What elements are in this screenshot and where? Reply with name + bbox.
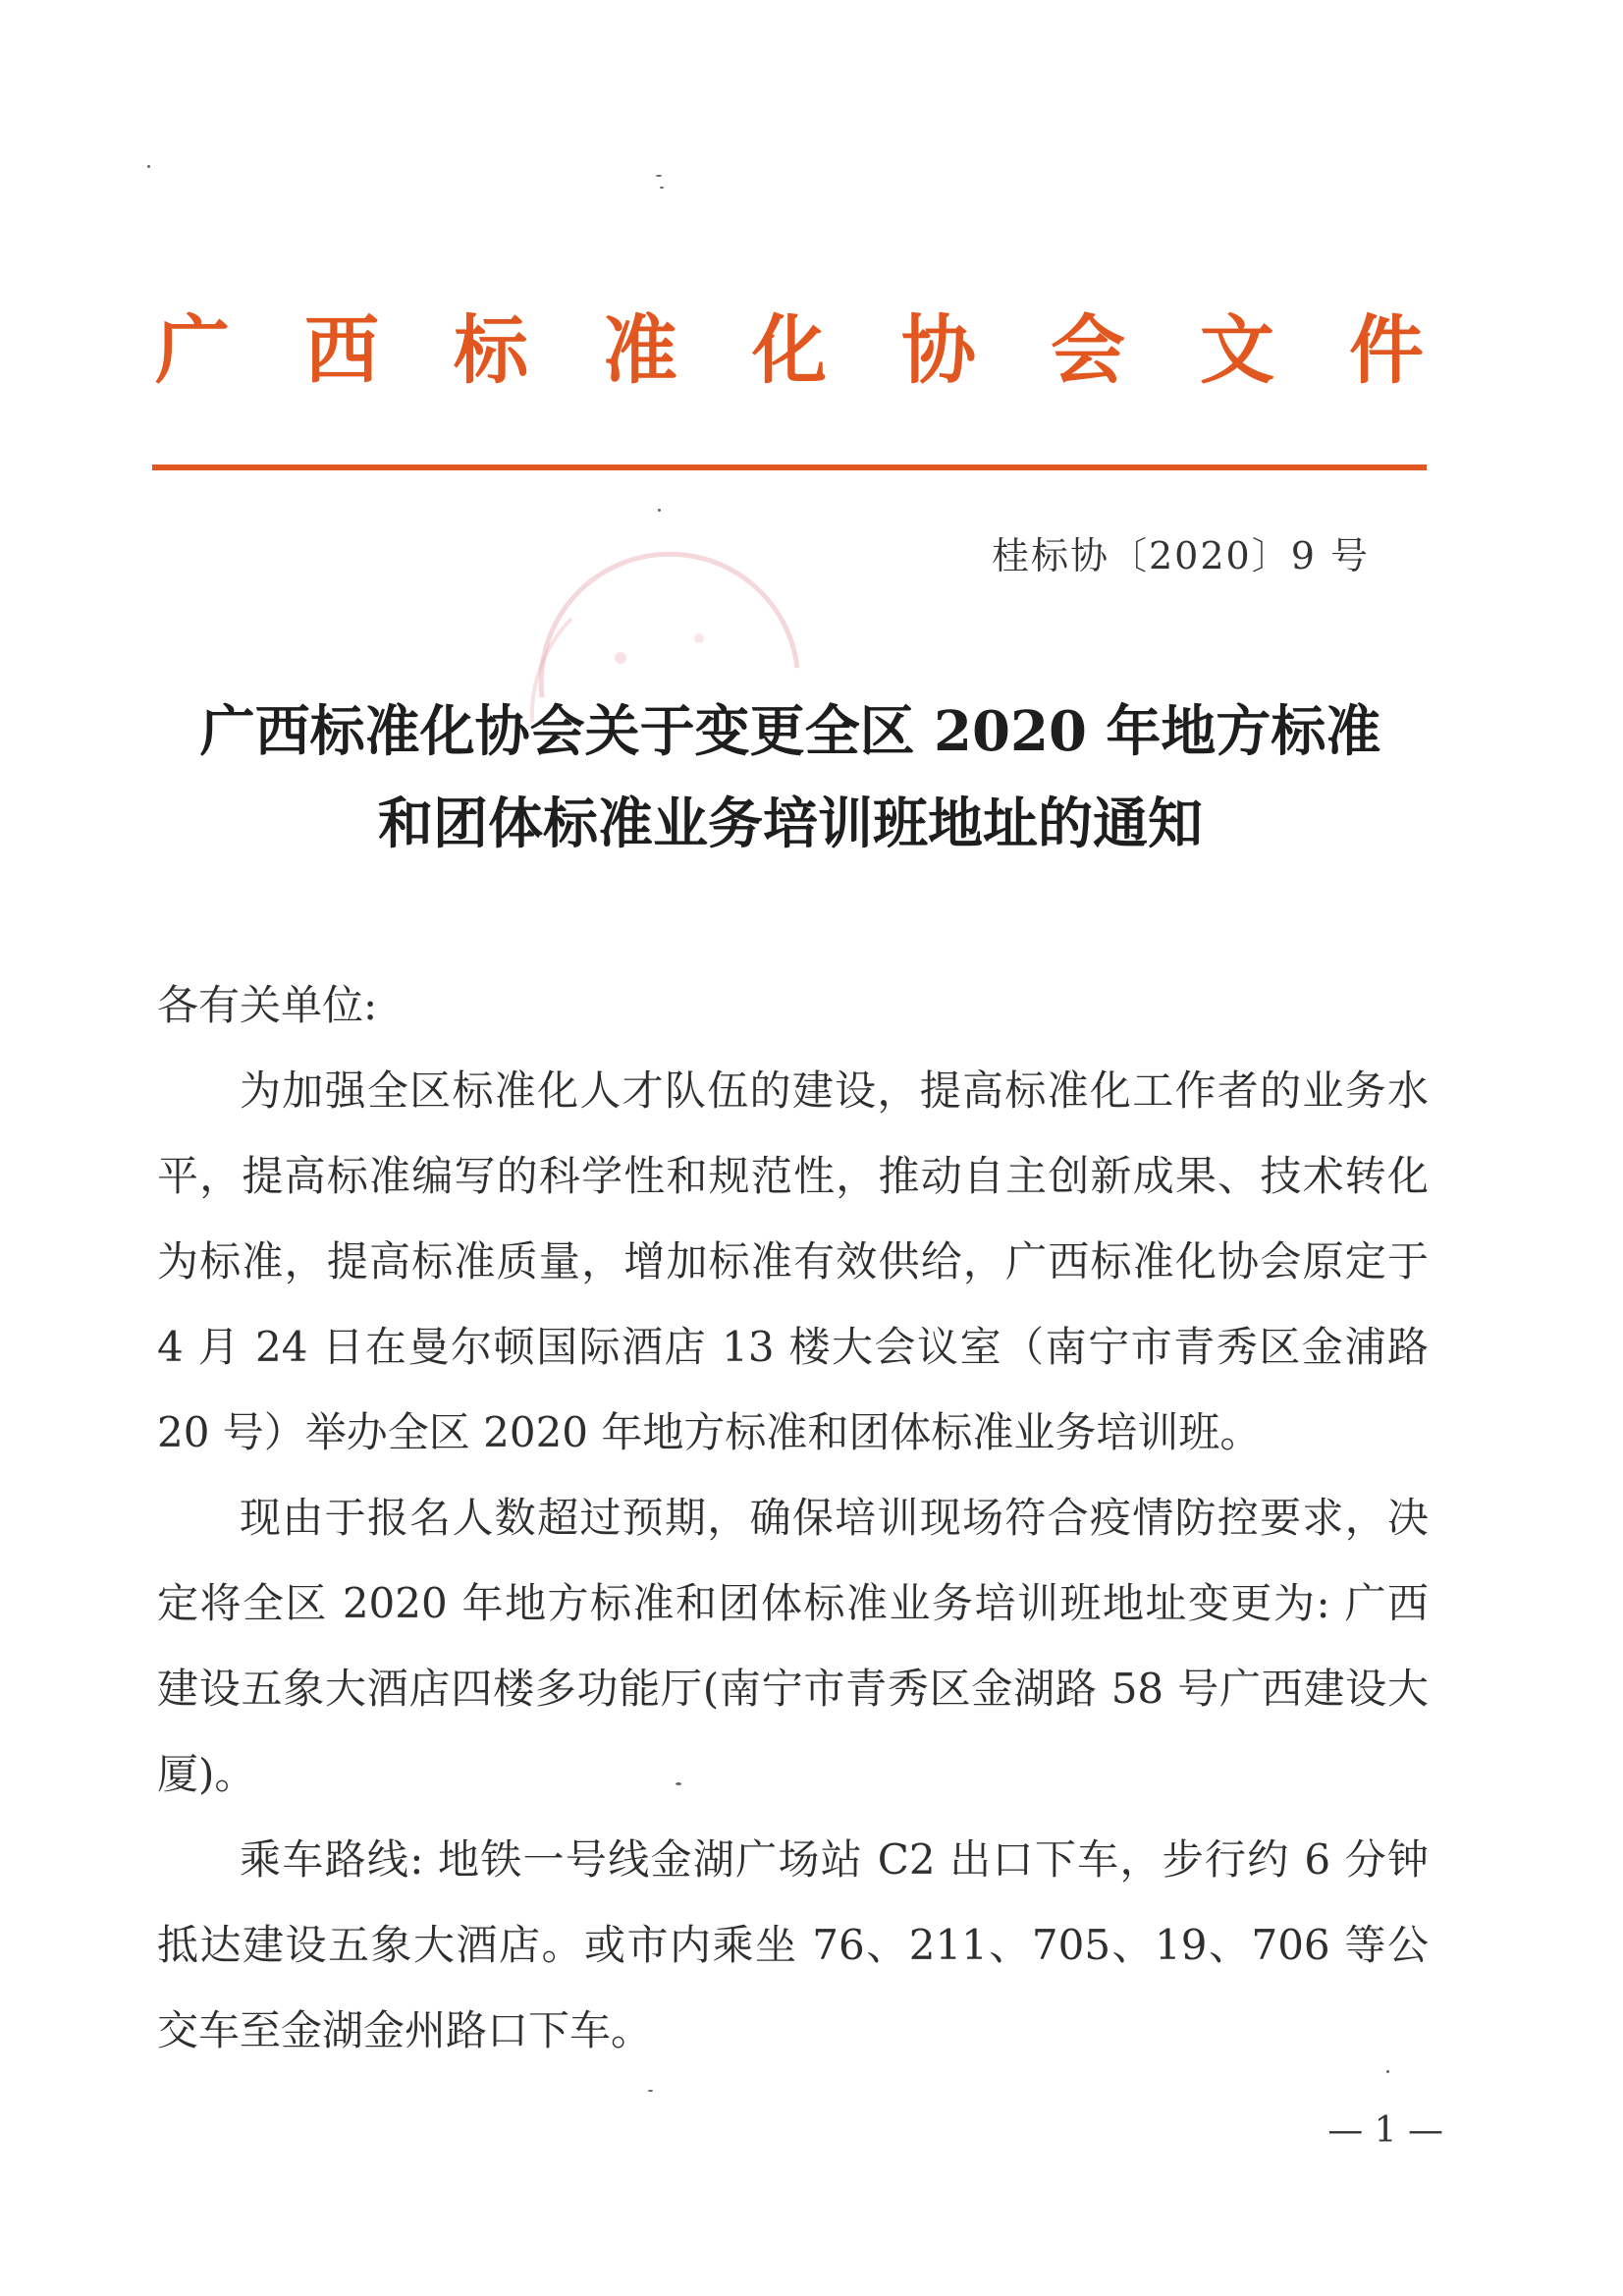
notice-title (137, 685, 1443, 870)
document-number: 桂标协〔2020〕9 号 (992, 534, 1370, 577)
masthead-char: 准 (603, 306, 677, 394)
header-divider-line (152, 465, 1427, 470)
masthead-char: 会 (1051, 306, 1125, 394)
salutation: 各有关单位: (157, 981, 378, 1029)
scan-speck (660, 187, 664, 189)
scan-speck (648, 2090, 653, 2092)
masthead-char: 协 (901, 306, 976, 394)
notice-body (157, 962, 1429, 2073)
masthead-char: 件 (1349, 306, 1424, 394)
masthead-char: 文 (1200, 306, 1274, 394)
masthead-char: 广 (155, 306, 230, 394)
title-line-2: 和团体标准业务培训班地址的通知 (378, 792, 1203, 856)
body-paragraph: 现由于报名人数超过预期，确保培训现场符合疫情防控要求，决定将全区 2020 年地方标准和团体标准业务培训班地址变更为: 广西建设五象大酒店四楼多功能厅(南宁市青秀区金湖路 58 号广西建设大厦)。 (157, 1494, 1429, 1798)
body-paragraph: 为加强全区标准化人才队伍的建设，提高标准化工作者的业务水平，提高标准编写的科学性和规范性，推动自主创新成果、技术转化为标准，提高标准质量，增加标准有效供给，广西标准化协会原定于 4 月 24 日在曼尔顿国际酒店 13 楼大会议室（南宁市青秀区金浦路 20 号）举办全区 2020 年地方标准和团体标准业务培训班。 (157, 1066, 1429, 1456)
scan-speck (147, 165, 150, 168)
masthead-char: 西 (304, 306, 379, 394)
scan-speck (1386, 2070, 1389, 2073)
page-number: — 1 — (1327, 2110, 1443, 2151)
scan-speck (676, 1782, 681, 1785)
masthead-title (155, 306, 1424, 395)
masthead-char: 化 (752, 306, 827, 394)
body-paragraph: 乘车路线: 地铁一号线金湖广场站 C2 出口下车，步行约 6 分钟抵达建设五象大酒店。或市内乘坐 76、211、705、19、706 等公交车至金湖金州路口下车。 (157, 1835, 1429, 2054)
scan-speck (656, 175, 662, 177)
scan-speck (658, 509, 661, 512)
title-line-1: 广西标准化协会关于变更全区 2020 年地方标准 (199, 699, 1381, 764)
masthead-char: 标 (454, 306, 528, 394)
